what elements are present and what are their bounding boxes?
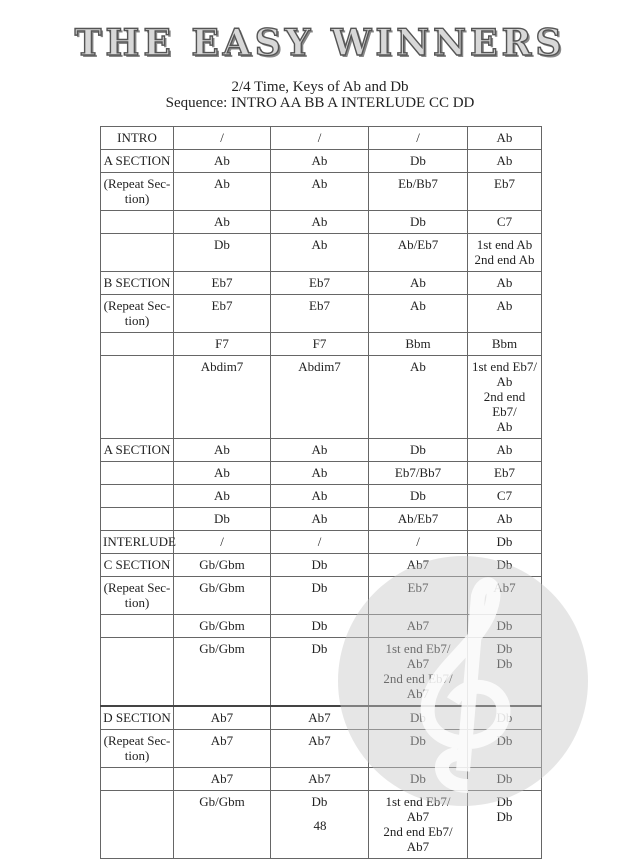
table-row — [101, 272, 542, 295]
chord-cell: Ab7 — [271, 730, 369, 768]
section-label-cell — [101, 333, 174, 356]
chord-cell: Ab — [174, 462, 271, 485]
chord-cell: 1st end Eb7/ Ab 2nd end Eb7/ Ab — [468, 356, 542, 439]
table-row — [101, 508, 542, 531]
section-label-cell — [101, 768, 174, 791]
chord-cell: Db — [174, 234, 271, 272]
chord-cell: Ab — [271, 439, 369, 462]
chord-cell: Ab — [468, 508, 542, 531]
table-row — [101, 333, 542, 356]
chord-cell: F7 — [271, 333, 369, 356]
chord-cell: Db — [369, 768, 468, 791]
section-label-cell: D SECTION — [101, 706, 174, 730]
chord-cell: Eb7 — [174, 272, 271, 295]
chord-cell: Ab — [271, 234, 369, 272]
table-row — [101, 234, 542, 272]
section-label-cell — [101, 234, 174, 272]
chord-cell: / — [369, 531, 468, 554]
chord-cell: Db — [174, 508, 271, 531]
table-row — [101, 356, 542, 439]
chord-cell: Eb7 — [271, 295, 369, 333]
chord-cell: Db — [468, 706, 542, 730]
table-row — [101, 554, 542, 577]
chord-cell: Db — [468, 730, 542, 768]
chord-cell: Ab7 — [174, 706, 271, 730]
section-label-cell: (Repeat Sec- tion) — [101, 173, 174, 211]
chord-cell: C7 — [468, 211, 542, 234]
chord-cell: / — [271, 531, 369, 554]
sequence-subtitle: Sequence: INTRO AA BB A INTERLUDE CC DD — [165, 95, 475, 111]
section-label-cell — [101, 211, 174, 234]
chord-cell: Ab7 — [271, 706, 369, 730]
chord-cell: Ab/Eb7 — [369, 234, 468, 272]
chord-cell: Db — [369, 706, 468, 730]
table-row — [101, 485, 542, 508]
chord-cell: Db — [369, 439, 468, 462]
chord-cell: 1st end Ab 2nd end Ab — [468, 234, 542, 272]
chord-cell: Db — [271, 791, 369, 859]
chord-cell: Ab7 — [369, 615, 468, 638]
chord-cell: C7 — [468, 485, 542, 508]
table-row — [101, 531, 542, 554]
section-label-cell — [101, 508, 174, 531]
chord-cell: Ab — [468, 150, 542, 173]
chord-cell: Bbm — [468, 333, 542, 356]
chord-cell: Ab7 — [271, 768, 369, 791]
chord-cell: Ab — [174, 211, 271, 234]
chord-cell: / — [369, 127, 468, 150]
chord-cell: Abdim7 — [271, 356, 369, 439]
table-row — [101, 730, 542, 768]
chord-cell: Eb7 — [174, 295, 271, 333]
chord-cell: Ab — [468, 127, 542, 150]
chord-cell: Eb7 — [468, 173, 542, 211]
section-label-cell: C SECTION — [101, 554, 174, 577]
chord-cell: Db — [369, 730, 468, 768]
table-row — [101, 638, 542, 707]
chord-cell: / — [271, 127, 369, 150]
chord-cell: Db — [271, 554, 369, 577]
section-label-cell: (Repeat Sec- tion) — [101, 577, 174, 615]
section-label-cell — [101, 638, 174, 707]
chord-cell: Ab — [369, 272, 468, 295]
chord-cell: Db — [271, 615, 369, 638]
chord-cell: Ab — [468, 295, 542, 333]
table-row — [101, 615, 542, 638]
section-label-cell — [101, 462, 174, 485]
page-title: THE EASY WINNERS — [74, 22, 566, 64]
table-row — [101, 150, 542, 173]
chord-cell: F7 — [174, 333, 271, 356]
chord-cell: Ab — [468, 272, 542, 295]
section-label-cell: A SECTION — [101, 439, 174, 462]
chord-cell: Db — [468, 554, 542, 577]
time-key-subtitle: 2/4 Time, Keys of Ab and Db — [231, 79, 409, 95]
chord-cell: Ab — [174, 485, 271, 508]
section-label-cell: A SECTION — [101, 150, 174, 173]
chord-cell: / — [174, 127, 271, 150]
table-row — [101, 211, 542, 234]
section-label-cell — [101, 356, 174, 439]
chord-cell: Ab — [271, 508, 369, 531]
chord-cell: Ab7 — [174, 730, 271, 768]
chord-cell: Eb7/Bb7 — [369, 462, 468, 485]
chord-cell: Eb7 — [271, 272, 369, 295]
table-row — [101, 768, 542, 791]
table-row — [101, 462, 542, 485]
section-label-cell: INTERLUDE — [101, 531, 174, 554]
chord-cell: Db Db — [468, 638, 542, 707]
section-label-cell: (Repeat Sec- tion) — [101, 295, 174, 333]
chord-cell: Db — [271, 638, 369, 707]
chord-cell: / — [174, 531, 271, 554]
chord-cell: Ab — [174, 439, 271, 462]
chord-cell: Ab — [174, 150, 271, 173]
chord-cell: Ab — [468, 439, 542, 462]
chord-cell: Ab — [369, 356, 468, 439]
chord-cell: Db — [369, 150, 468, 173]
section-label-cell — [101, 485, 174, 508]
chord-cell: Ab7 — [369, 554, 468, 577]
chord-cell: Ab — [271, 211, 369, 234]
chord-cell: Db — [369, 211, 468, 234]
chord-cell: Gb/Gbm — [174, 791, 271, 859]
section-label-cell: B SECTION — [101, 272, 174, 295]
section-label-cell — [101, 615, 174, 638]
chord-cell: Gb/Gbm — [174, 554, 271, 577]
table-row — [101, 577, 542, 615]
table-row — [101, 439, 542, 462]
table-row — [101, 706, 542, 730]
chord-cell: Ab — [271, 150, 369, 173]
chord-cell: 1st end Eb7/ Ab7 2nd end Eb7/ Ab7 — [369, 638, 468, 707]
chord-cell: Gb/Gbm — [174, 577, 271, 615]
chord-cell: Ab — [369, 295, 468, 333]
chord-cell: Gb/Gbm — [174, 615, 271, 638]
chord-cell: Ab7 — [174, 768, 271, 791]
chord-cell: Ab — [271, 173, 369, 211]
chord-cell: Bbm — [369, 333, 468, 356]
table-row — [101, 173, 542, 211]
chord-cell: Ab/Eb7 — [369, 508, 468, 531]
chord-cell: Db Db — [468, 791, 542, 859]
chord-cell: Ab7 — [468, 577, 542, 615]
chord-cell: Eb7 — [369, 577, 468, 615]
chord-cell: Db — [468, 768, 542, 791]
chord-cell: 1st end Eb7/ Ab7 2nd end Eb7/ Ab7 — [369, 791, 468, 859]
chord-cell: Eb7 — [468, 462, 542, 485]
chord-cell: Ab — [271, 462, 369, 485]
chord-cell: Db — [468, 615, 542, 638]
chord-cell: Ab — [174, 173, 271, 211]
chord-chart-table — [100, 126, 542, 859]
table-row — [101, 295, 542, 333]
chord-cell: Eb/Bb7 — [369, 173, 468, 211]
chord-cell: Db — [271, 577, 369, 615]
table-row — [101, 127, 542, 150]
section-label-cell: (Repeat Sec- tion) — [101, 730, 174, 768]
chord-cell: Gb/Gbm — [174, 638, 271, 707]
page-number: 48 — [313, 818, 327, 833]
chord-cell: Abdim7 — [174, 356, 271, 439]
chord-cell: Ab — [271, 485, 369, 508]
section-label-cell: INTRO — [101, 127, 174, 150]
chord-cell: Db — [468, 531, 542, 554]
chord-cell: Db — [369, 485, 468, 508]
